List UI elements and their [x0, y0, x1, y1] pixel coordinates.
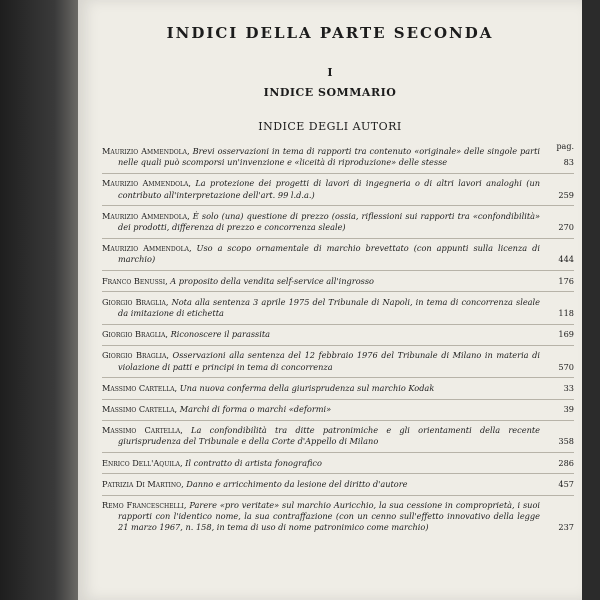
- index-entry: [102, 329, 574, 340]
- index-entry: [102, 479, 574, 490]
- divider: [102, 377, 574, 378]
- divider: [102, 495, 574, 496]
- entry-title: Uso a scopo ornamentale di marchio brevettato (con appunti sulla licenza di marchio): [118, 243, 540, 265]
- entry-title: Marchi di forma o marchi «deformi»: [177, 404, 332, 415]
- entry-author: Massimo Cartella,: [102, 404, 178, 415]
- entry-page: 118: [558, 308, 574, 319]
- entry-page: 286: [558, 457, 574, 468]
- entry-page: 176: [558, 275, 574, 286]
- entry-author: Massimo Cartella,: [102, 425, 183, 436]
- index-entry: [102, 500, 574, 534]
- entry-title: Osservazioni alla sentenza del 12 febbraio 1976 del Tribunale di Milano in materia di violazione di patti e principi in tema di concorrenza: [118, 350, 540, 372]
- entry-author: Maurizio Ammendola,: [102, 243, 192, 254]
- index-entry: [102, 383, 574, 394]
- entry-author: Maurizio Ammendola,: [102, 146, 190, 156]
- divider: [102, 238, 574, 239]
- entry-author: Maurizio Ammendola,: [102, 210, 190, 221]
- section-numeral: I: [327, 66, 333, 79]
- entry-title: La protezione dei progetti di lavori di ingegneria o di altri lavori analoghi (un contributo all'interpretazione dell'art. 99 l.d.a.): [118, 178, 541, 200]
- page-column-label: pag.: [556, 142, 574, 151]
- entry-title: Riconoscere il parassita: [167, 329, 271, 340]
- entry-title: Il contratto di artista fonografico: [182, 457, 322, 468]
- index-entry: [102, 178, 574, 200]
- divider: [102, 420, 574, 421]
- entry-author: Massimo Cartella,: [102, 382, 178, 393]
- divider: [102, 473, 574, 474]
- divider: [102, 173, 574, 174]
- entry-author: Patrizia Di Martino,: [102, 478, 184, 489]
- section-title: INDICE SOMMARIO: [263, 86, 397, 99]
- entry-page: 169: [558, 329, 574, 340]
- index-entry: [102, 425, 574, 447]
- entry-author: Giorgio Braglia,: [102, 329, 168, 340]
- subsection-title: INDICE DEGLI AUTORI: [258, 120, 402, 133]
- divider: [102, 452, 574, 453]
- entry-page: 259: [558, 189, 574, 200]
- entry-author: Remo Franceschelli,: [102, 500, 187, 511]
- book-gutter-shadow: [0, 0, 78, 600]
- entry-page: 83: [563, 157, 574, 168]
- entry-title: È solo (una) questione di prezzo (ossia, riflessioni sui rapporti tra «confondibilità» dei prodotti, differenza di prezzo e concorrenza sleale): [118, 210, 540, 233]
- entry-page: 270: [558, 222, 574, 233]
- entry-title: A proposito della vendita self-service all'ingrosso: [167, 275, 374, 286]
- entry-title: Una nuova conferma della giurisprudenza sul marchio Kodak: [177, 382, 435, 393]
- entry-page: 570: [558, 361, 574, 372]
- entry-author: Enrico Dell'Aquila,: [102, 457, 183, 468]
- index-entry: [102, 350, 574, 372]
- index-entry: [102, 404, 574, 415]
- entry-page: 237: [558, 522, 574, 533]
- entry-page: 358: [558, 436, 574, 447]
- entry-page: 444: [558, 254, 574, 265]
- index-entry: [102, 211, 574, 233]
- entry-title: Brevi osservazioni in tema di rapporti tra contenuto «originale» delle singole parti nelle quali può scomporsi un'invenzione e «liceità di riproduzione» delle stesse: [118, 146, 540, 168]
- entry-page: 457: [558, 478, 574, 489]
- divider: [102, 345, 574, 346]
- entry-title: Nota alla sentenza 3 aprile 1975 del Tribunale di Napoli, in tema di concorrenza sleale da imitazione di etichetta: [118, 296, 541, 319]
- entry-author: Maurizio Ammendola,: [102, 178, 191, 189]
- entry-author: Giorgio Braglia,: [102, 296, 169, 307]
- divider: [102, 270, 574, 271]
- index-entry: [102, 243, 574, 265]
- index-entry: [102, 297, 574, 319]
- page-title: INDICI DELLA PARTE SECONDA: [166, 24, 494, 42]
- index-entry: [102, 146, 574, 168]
- entry-page: 33: [563, 382, 574, 393]
- entry-title: La confondibilità tra ditte patronimiche e gli orientamenti della recente giurisprudenza del Tribunale e della Corte d'Appello di Milano: [118, 425, 540, 447]
- divider: [102, 324, 574, 325]
- divider: [102, 291, 574, 292]
- book-page: [78, 0, 582, 600]
- entry-title: Danno e arricchimento da lesione del diritto d'autore: [183, 478, 408, 489]
- entry-page: 39: [563, 404, 574, 415]
- index-entry: [102, 458, 574, 469]
- divider: [102, 399, 574, 400]
- entry-title: Parere «pro veritate» sul marchio Auricchio, la sua cessione in comproprietà, i suoi rapporti con l'identico nome, la sua contraffazione (con un cenno sull'effetto innovativo della legge 21 marzo 1967, n. 158, in tema di uso di nome patronimico come marchio): [118, 500, 541, 533]
- entry-author: Giorgio Braglia,: [102, 350, 169, 361]
- index-entry: [102, 276, 574, 287]
- author-index-list: [102, 146, 574, 538]
- divider: [102, 205, 574, 206]
- entry-author: Franco Benussi,: [102, 275, 168, 286]
